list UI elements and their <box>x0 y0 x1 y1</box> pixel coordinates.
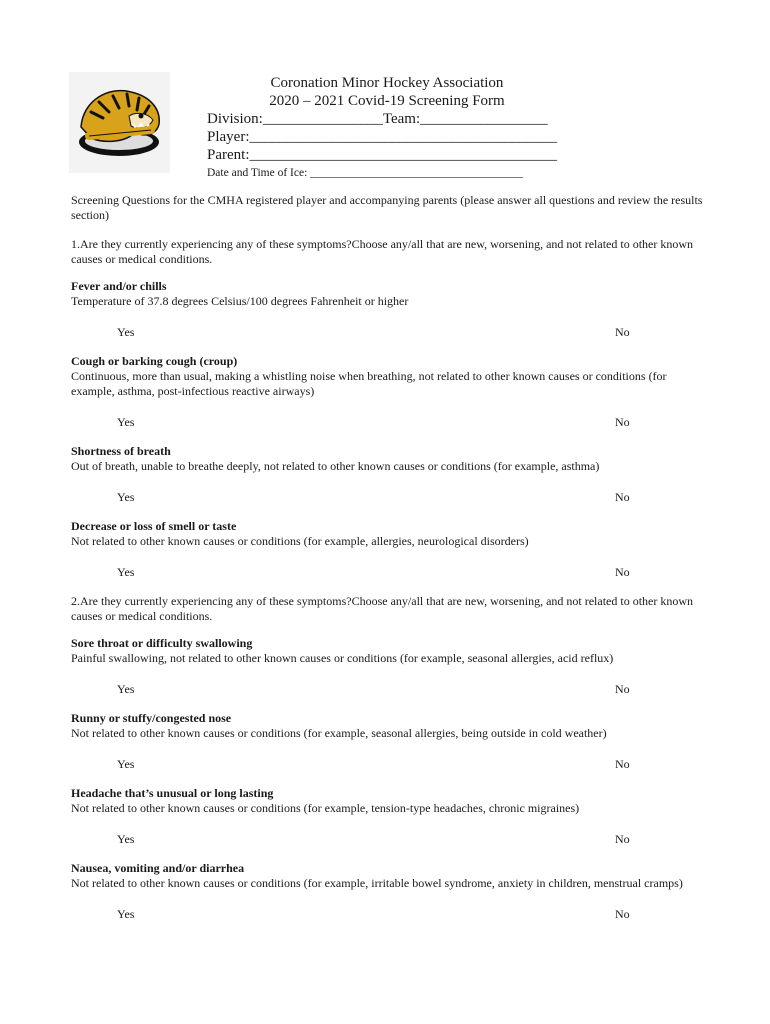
symptom-sore-throat <box>71 636 711 697</box>
no-option[interactable]: No <box>615 832 630 846</box>
tiger-logo-icon <box>69 72 170 173</box>
player-field[interactable]: Player:_________________________________________ <box>207 129 557 145</box>
intro-text: Screening Questions for the CMHA registered player and accompanying parents (please answer all questions and review the results section) <box>71 193 703 222</box>
no-option[interactable]: No <box>615 565 630 579</box>
symptom-title: Sore throat or difficulty swallowing <box>71 636 253 650</box>
symptom-desc: Not related to other known causes or conditions (for example, allergies, neurological disorders) <box>71 534 529 548</box>
no-option[interactable]: No <box>615 907 630 921</box>
symptom-desc: Not related to other known causes or conditions (for example, irritable bowel syndrome, anxiety in children, menstrual cramps) <box>71 876 683 890</box>
symptom-desc: Temperature of 37.8 degrees Celsius/100 degrees Fahrenheit or higher <box>71 294 409 308</box>
answer-row <box>71 415 711 430</box>
date-time-field[interactable]: Date and Time of Ice: _____________________________________ <box>207 167 523 179</box>
yes-option[interactable]: Yes <box>117 682 135 696</box>
yes-option[interactable]: Yes <box>117 415 135 429</box>
symptom-runny-nose <box>71 711 711 772</box>
no-option[interactable]: No <box>615 325 630 339</box>
symptom-smell-taste <box>71 519 711 580</box>
bengals-logo <box>69 72 170 173</box>
symptom-nausea <box>71 861 711 922</box>
symptom-desc: Not related to other known causes or conditions (for example, seasonal allergies, being outside in cold weather) <box>71 726 607 740</box>
symptom-title: Headache that’s unusual or long lasting <box>71 786 274 800</box>
answer-row <box>71 490 711 505</box>
form-title: 2020 – 2021 Covid-19 Screening Form <box>269 93 505 109</box>
symptom-shortness-of-breath <box>71 444 711 505</box>
parent-field[interactable]: Parent:_________________________________________ <box>207 147 557 163</box>
symptom-title: Shortness of breath <box>71 444 171 458</box>
symptom-title: Fever and/or chills <box>71 279 167 293</box>
symptom-title: Cough or barking cough (croup) <box>71 354 238 368</box>
yes-option[interactable]: Yes <box>117 325 135 339</box>
answer-row <box>71 682 711 697</box>
symptom-cough <box>71 354 711 430</box>
answer-row <box>71 907 711 922</box>
symptom-desc: Out of breath, unable to breathe deeply, not related to other known causes or conditions (for example, asthma) <box>71 459 600 473</box>
org-name: Coronation Minor Hockey Association <box>270 75 504 91</box>
division-team-field[interactable]: Division:________________Team:_________________ <box>207 111 548 127</box>
answer-row <box>71 757 711 772</box>
symptom-fever <box>71 279 711 340</box>
yes-option[interactable]: Yes <box>117 565 135 579</box>
no-option[interactable]: No <box>615 490 630 504</box>
yes-option[interactable]: Yes <box>117 832 135 846</box>
question-1: 1.Are they currently experiencing any of these symptoms?Choose any/all that are new, worsening, and not related to other known causes or medical conditions. <box>71 237 694 266</box>
symptom-desc: Continuous, more than usual, making a whistling noise when breathing, not related to other known causes or conditions (for example, asthma, post-infectious reactive airways) <box>71 369 667 398</box>
no-option[interactable]: No <box>615 415 630 429</box>
question-2: 2.Are they currently experiencing any of these symptoms?Choose any/all that are new, worsening, and not related to other known causes or medical conditions. <box>71 594 694 623</box>
answer-row <box>71 325 711 340</box>
symptom-desc: Not related to other known causes or conditions (for example, tension-type headaches, chronic migraines) <box>71 801 580 815</box>
form-header <box>207 74 567 182</box>
no-option[interactable]: No <box>615 757 630 771</box>
symptom-title: Nausea, vomiting and/or diarrhea <box>71 861 245 875</box>
symptom-desc: Painful swallowing, not related to other known causes or conditions (for example, seasonal allergies, acid reflux) <box>71 651 614 665</box>
answer-row <box>71 832 711 847</box>
yes-option[interactable]: Yes <box>117 907 135 921</box>
form-body <box>71 193 711 936</box>
symptom-title: Decrease or loss of smell or taste <box>71 519 237 533</box>
symptom-headache <box>71 786 711 847</box>
no-option[interactable]: No <box>615 682 630 696</box>
yes-option[interactable]: Yes <box>117 757 135 771</box>
answer-row <box>71 565 711 580</box>
yes-option[interactable]: Yes <box>117 490 135 504</box>
symptom-title: Runny or stuffy/congested nose <box>71 711 232 725</box>
